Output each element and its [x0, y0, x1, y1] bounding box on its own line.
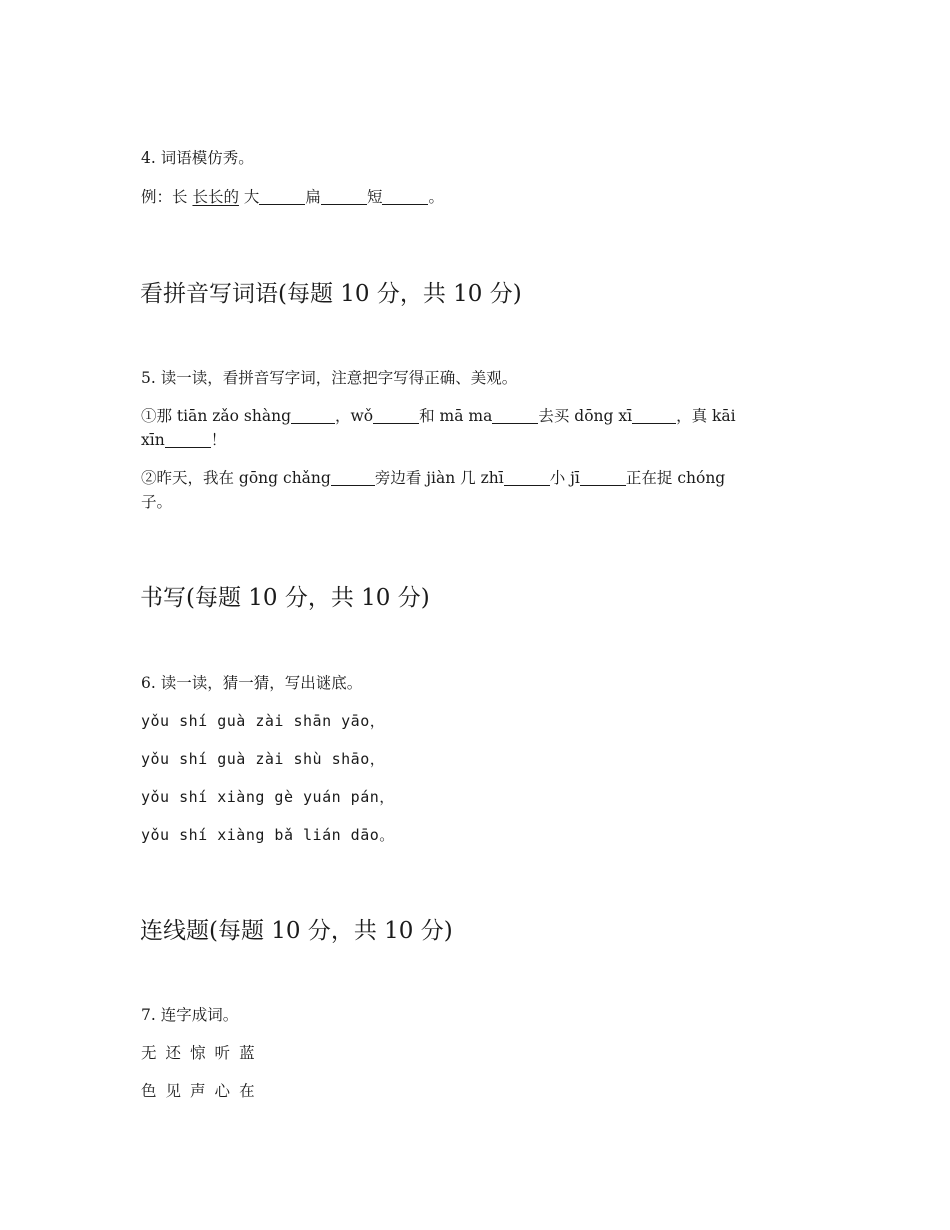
- q4-word-2: 扁: [305, 188, 321, 206]
- answer-blank[interactable]: [321, 186, 367, 205]
- q7-char-row-2: [141, 1079, 264, 1103]
- char-item[interactable]: 惊: [190, 1044, 206, 1062]
- answer-blank[interactable]: [259, 186, 305, 205]
- riddle-line: yǒu shí xiàng bǎ lián dāo。: [141, 826, 395, 844]
- section-heading-pinyin: 看拼音写词语(每题 10 分，共 10 分): [140, 281, 522, 307]
- q5-l1-b: ，wǒ: [335, 407, 374, 425]
- answer-blank[interactable]: [373, 405, 419, 424]
- q5-l1-a: ①那 tiān zǎo shàng: [141, 407, 292, 425]
- char-item[interactable]: 无: [141, 1044, 157, 1062]
- q5-sentence-1: [141, 404, 736, 428]
- answer-blank[interactable]: [492, 405, 538, 424]
- q5-l2-d: 正在捉 chóng: [625, 469, 726, 487]
- section-heading-matching: 连线题(每题 10 分，共 10 分): [140, 918, 453, 944]
- answer-blank[interactable]: [632, 405, 676, 424]
- q4-title: 4. 词语模仿秀。: [141, 149, 254, 167]
- answer-blank[interactable]: [291, 405, 335, 424]
- q5-sentence-1-cont: [141, 428, 226, 452]
- char-item[interactable]: 蓝: [239, 1044, 255, 1062]
- char-item[interactable]: 声: [190, 1082, 206, 1100]
- riddle-line: yǒu shí guà zài shù shāo，: [141, 750, 386, 768]
- answer-blank[interactable]: [331, 467, 375, 486]
- q5-l2-a: ②昨天，我在 gōng chǎng: [141, 469, 331, 487]
- q4-word-1: 大: [243, 188, 260, 206]
- riddle-line: yǒu shí guà zài shān yāo，: [141, 712, 386, 730]
- q5-l1-f: xīn: [141, 431, 165, 449]
- char-item[interactable]: 色: [141, 1082, 157, 1100]
- char-item[interactable]: 见: [165, 1082, 182, 1100]
- q7-title: 7. 连字成词。: [141, 1006, 239, 1024]
- q7-char-row-1: [141, 1041, 264, 1065]
- answer-blank[interactable]: [382, 186, 428, 205]
- answer-blank[interactable]: [165, 429, 211, 448]
- q5-l1-g: ！: [210, 431, 227, 449]
- char-item[interactable]: 听: [214, 1044, 231, 1062]
- riddle-line: yǒu shí xiàng gè yuán pán，: [141, 788, 395, 806]
- section-heading-writing: 书写(每题 10 分，共 10 分): [140, 585, 430, 611]
- char-item[interactable]: 在: [239, 1082, 255, 1100]
- q5-l1-c: 和 mā ma: [419, 407, 493, 425]
- q5-sentence-2-cont: 子。: [141, 493, 173, 511]
- char-item[interactable]: 还: [165, 1044, 182, 1062]
- q5-sentence-2: [141, 466, 725, 490]
- answer-blank[interactable]: [580, 467, 626, 486]
- q4-word-3: 短: [366, 188, 383, 206]
- q5-title: 5. 读一读，看拼音写字词，注意把字写得正确、美观。: [141, 369, 518, 387]
- q4-example-line: [141, 185, 444, 209]
- q5-l1-d: 去买 dōng xī: [538, 407, 633, 425]
- answer-blank[interactable]: [504, 467, 550, 486]
- q4-end: 。: [428, 188, 444, 206]
- q5-l2-c: 小 jī: [549, 469, 580, 487]
- q5-l1-e: ，真 kāi: [676, 407, 736, 425]
- q5-l2-b: 旁边看 jiàn 几 zhī: [374, 469, 504, 487]
- q4-example-answer: 长长的: [192, 188, 239, 206]
- char-item[interactable]: 心: [214, 1082, 231, 1100]
- q4-prefix: 例：长: [141, 188, 188, 206]
- q6-title: 6. 读一读，猜一猜，写出谜底。: [141, 674, 363, 692]
